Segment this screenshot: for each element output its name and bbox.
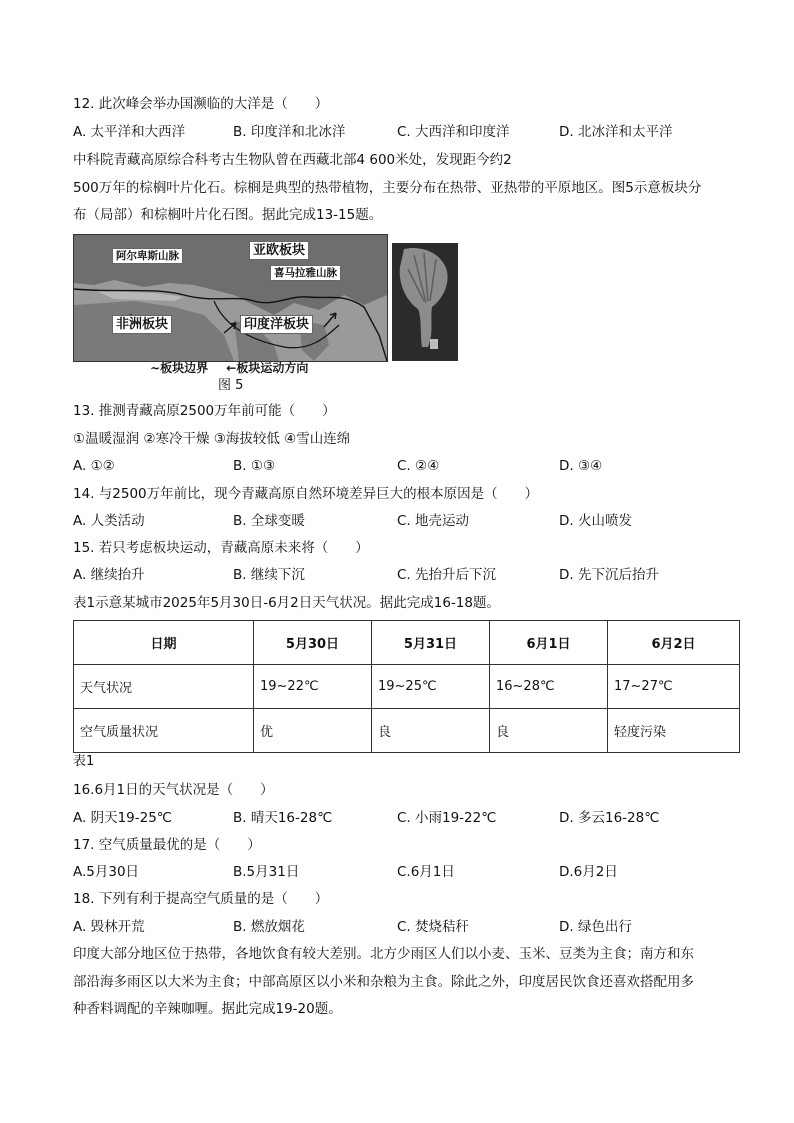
plate-map [73, 234, 388, 362]
table-cell: 良 [490, 709, 608, 753]
legend-motion: 板块运动方向 [236, 361, 309, 375]
q18-option-d: D. 绿色出行 [559, 919, 632, 935]
table-caption: 表1 [73, 754, 95, 769]
q14-option-a: A. 人类活动 [73, 513, 145, 529]
intro3-line1: 印度大部分地区位于热带，各地饮食有较大差别。北方少雨区人们以小麦、玉米、豆类为主食；南方和东 [73, 946, 694, 962]
intro3-line2: 部沿海多雨区以大米为主食；中部高原区以小米和杂粮为主食。除此之外，印度居民饮食还喜欢搭配用多 [73, 974, 694, 990]
q12-options [73, 123, 753, 141]
q14-option-b: B. 全球变暖 [233, 513, 305, 529]
table-row [74, 665, 740, 709]
palm-leaf-fossil-image [392, 243, 458, 361]
q14-option-c: C. 地壳运动 [397, 513, 470, 529]
q15-option-a: A. 继续抬升 [73, 567, 145, 583]
motion-arrow-icon: ← [226, 361, 237, 375]
table-header-cell: 5月30日 [254, 621, 372, 665]
table-cell: 19~25℃ [372, 665, 490, 709]
q13-option-d: D. ③④ [559, 458, 603, 474]
q15-options [73, 566, 753, 584]
himalaya-label: 喜马拉雅山脉 [270, 265, 341, 281]
q16-option-d: D. 多云16-28℃ [559, 810, 660, 826]
figure-caption: 图 5 [218, 378, 244, 393]
q17-stem: 17. 空气质量最优的是（ ） [73, 837, 261, 853]
table-cell: 良 [372, 709, 490, 753]
q14-stem: 14. 与2500万年前比，现今青藏高原自然环境差异巨大的根本原因是（ ） [73, 486, 539, 502]
q15-option-b: B. 继续下沉 [233, 567, 305, 583]
q15-option-c: C. 先抬升后下沉 [397, 567, 497, 583]
table-cell: 19~22℃ [254, 665, 372, 709]
q13-option-b: B. ①③ [233, 458, 276, 474]
q16-options [73, 809, 753, 827]
legend-boundary: 板块边界 [160, 361, 209, 375]
q18-option-b: B. 燃放烟花 [233, 919, 305, 935]
table-header-row [74, 621, 740, 665]
intro1-line3: 布（局部）和棕榈叶片化石图。据此完成13-15题。 [73, 207, 383, 223]
table-header-cell: 日期 [74, 621, 254, 665]
eurasian-plate-label: 亚欧板块 [249, 241, 309, 260]
q12-option-d: D. 北冰洋和太平洋 [559, 124, 673, 140]
q16-option-b: B. 晴天16-28℃ [233, 810, 333, 826]
q12-option-c: C. 大西洋和印度洋 [397, 124, 510, 140]
q17-option-d: D.6月2日 [559, 864, 618, 880]
alps-label: 阿尔卑斯山脉 [112, 248, 183, 264]
q15-option-d: D. 先下沉后抬升 [559, 567, 659, 583]
q12-stem: 12. 此次峰会举办国濒临的大洋是（ ） [73, 96, 329, 112]
table-cell: 空气质量状况 [74, 709, 254, 753]
q18-option-a: A. 毁林开荒 [73, 919, 145, 935]
q17-options [73, 863, 753, 881]
q14-options [73, 512, 753, 530]
intro3-line3: 种香料调配的辛辣咖喱。据此完成19-20题。 [73, 1001, 342, 1017]
q17-option-c: C.6月1日 [397, 864, 455, 880]
q13-option-a: A. ①② [73, 458, 115, 474]
intro1-line1: 中科院青藏高原综合科考古生物队曾在西藏北部4 600米处，发现距今约2 [73, 152, 512, 168]
african-plate-label: 非洲板块 [112, 315, 172, 334]
table-cell: 轻度污染 [608, 709, 740, 753]
q17-option-b: B.5月31日 [233, 864, 300, 880]
q17-option-a: A.5月30日 [73, 864, 140, 880]
q12-option-a: A. 太平洋和大西洋 [73, 124, 186, 140]
table-cell: 16~28℃ [490, 665, 608, 709]
q13-option-c: C. ②④ [397, 458, 440, 474]
q14-option-d: D. 火山喷发 [559, 513, 632, 529]
table-row [74, 709, 740, 753]
q13-options [73, 457, 753, 475]
q16-option-a: A. 阴天19-25℃ [73, 810, 172, 826]
q18-option-c: C. 焚烧秸秆 [397, 919, 470, 935]
table-header-cell: 5月31日 [372, 621, 490, 665]
table-header-cell: 6月2日 [608, 621, 740, 665]
q15-stem: 15. 若只考虑板块运动，青藏高原未来将（ ） [73, 540, 369, 556]
map-legend [150, 360, 308, 376]
indian-plate-label: 印度洋板块 [240, 315, 313, 334]
weather-table [73, 620, 740, 753]
q13-stem: 13. 推测青藏高原2500万年前可能（ ） [73, 403, 336, 419]
q18-stem: 18. 下列有利于提高空气质量的是（ ） [73, 891, 329, 907]
boundary-line-icon: ∼ [150, 361, 161, 375]
table-header-cell: 6月1日 [490, 621, 608, 665]
table-cell: 优 [254, 709, 372, 753]
intro2: 表1示意某城市2025年5月30日-6月2日天气状况。据此完成16-18题。 [73, 595, 500, 611]
q13-choices: ①温暖湿润 ②寒冷干燥 ③海拔较低 ④雪山连绵 [73, 431, 351, 447]
q12-option-b: B. 印度洋和北冰洋 [233, 124, 346, 140]
table-cell: 天气状况 [74, 665, 254, 709]
q16-option-c: C. 小雨19-22℃ [397, 810, 497, 826]
table-cell: 17~27℃ [608, 665, 740, 709]
q16-stem: 16.6月1日的天气状况是（ ） [73, 782, 274, 798]
intro1-line2: 500万年的棕榈叶片化石。棕榈是典型的热带植物，主要分布在热带、亚热带的平原地区。图5示意板块分 [73, 180, 702, 196]
q18-options [73, 918, 753, 936]
